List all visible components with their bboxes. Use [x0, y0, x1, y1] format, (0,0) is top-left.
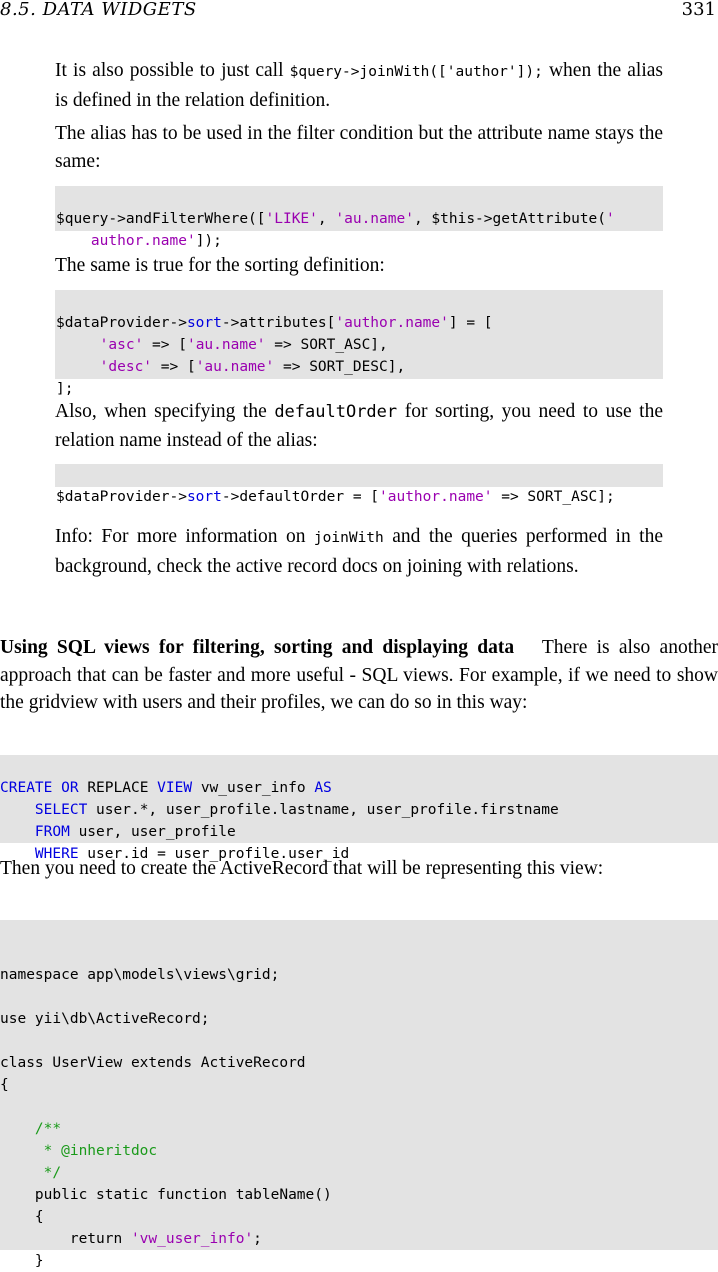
running-header [0, 0, 718, 24]
inline-code: defaultOrder [274, 402, 398, 422]
code-line: ]; [56, 381, 74, 397]
section-heading: Using SQL views for filtering, sorting and displaying data [0, 637, 515, 658]
code-block-filter [55, 186, 663, 249]
info-note: Info: For more information on joinWith and the queries performed in the background, check the active record docs on joining with relations. [55, 526, 663, 577]
inline-code: joinWith [313, 530, 384, 546]
inline-code: $query->joinWith(['author']); [289, 64, 543, 80]
code-block-userview [0, 920, 718, 1269]
code-line: WHERE user.id = user_profile.user_id [34, 846, 350, 862]
code-line: 'desc' => ['au.name' => SORT_DESC], [99, 359, 406, 375]
paragraph-alias-filter: The alias has to be used in the filter condition but the attribute name stays the same: [55, 123, 663, 172]
code-line: class UserView extends ActiveRecord [0, 1055, 306, 1071]
code-line: 'asc' => ['au.name' => SORT_ASC], [99, 337, 388, 353]
code-comment: */ [0, 1165, 62, 1181]
code-line: { [0, 1209, 44, 1225]
code-line: author.name']); [90, 233, 222, 249]
section-title: 8.5. DATA WIDGETS [0, 0, 197, 20]
code-line: $dataProvider->sort->defaultOrder = ['author.name' => SORT_ASC]; [56, 489, 615, 505]
code-line: $dataProvider->sort->attributes['author.name'] = [ [56, 315, 493, 331]
paragraph-joinwith: It is also possible to just call $query->joinWith(['author']); when the alias is defined in the relation definition. [55, 60, 664, 111]
code-comment: /** [0, 1121, 62, 1137]
page-number: 331 [681, 0, 716, 20]
code-comment: * @inheritdoc [0, 1143, 158, 1159]
code-line: use yii\db\ActiveRecord; [0, 1011, 210, 1027]
code-line: CREATE OR REPLACE VIEW vw_user_info AS [0, 780, 332, 796]
code-line: $query->andFilterWhere(['LIKE', 'au.name', $this->getAttribute(' [56, 211, 615, 227]
paragraph-activerecord: Then you need to create the ActiveRecord that will be representing this view: [0, 858, 604, 879]
code-line: FROM user, user_profile [34, 824, 236, 840]
code-line: return 'vw_user_info'; [0, 1231, 262, 1247]
code-line: } [0, 1253, 44, 1269]
paragraph-sorting: The same is true for the sorting definition: [55, 255, 385, 276]
paragraph-default-order: Also, when specifying the defaultOrder for sorting, you need to use the relation name instead of the alias: [55, 401, 663, 451]
code-line: namespace app\models\views\grid; [0, 967, 280, 983]
code-line: SELECT user.*, user_profile.lastname, user_profile.firstname [34, 802, 559, 818]
code-block-sql-view [0, 755, 718, 862]
code-block-sort [55, 290, 663, 397]
code-block-default-order [55, 464, 663, 505]
section-paragraph-sql-views: Using SQL views for filtering, sorting and displaying data There is also another approach that can be faster and more useful - SQL views. For example, if we need to show the gridview with users and their profiles, we can do so in this way: [0, 637, 718, 713]
code-line: public static function tableName() [0, 1187, 332, 1203]
code-line: { [0, 1077, 9, 1093]
